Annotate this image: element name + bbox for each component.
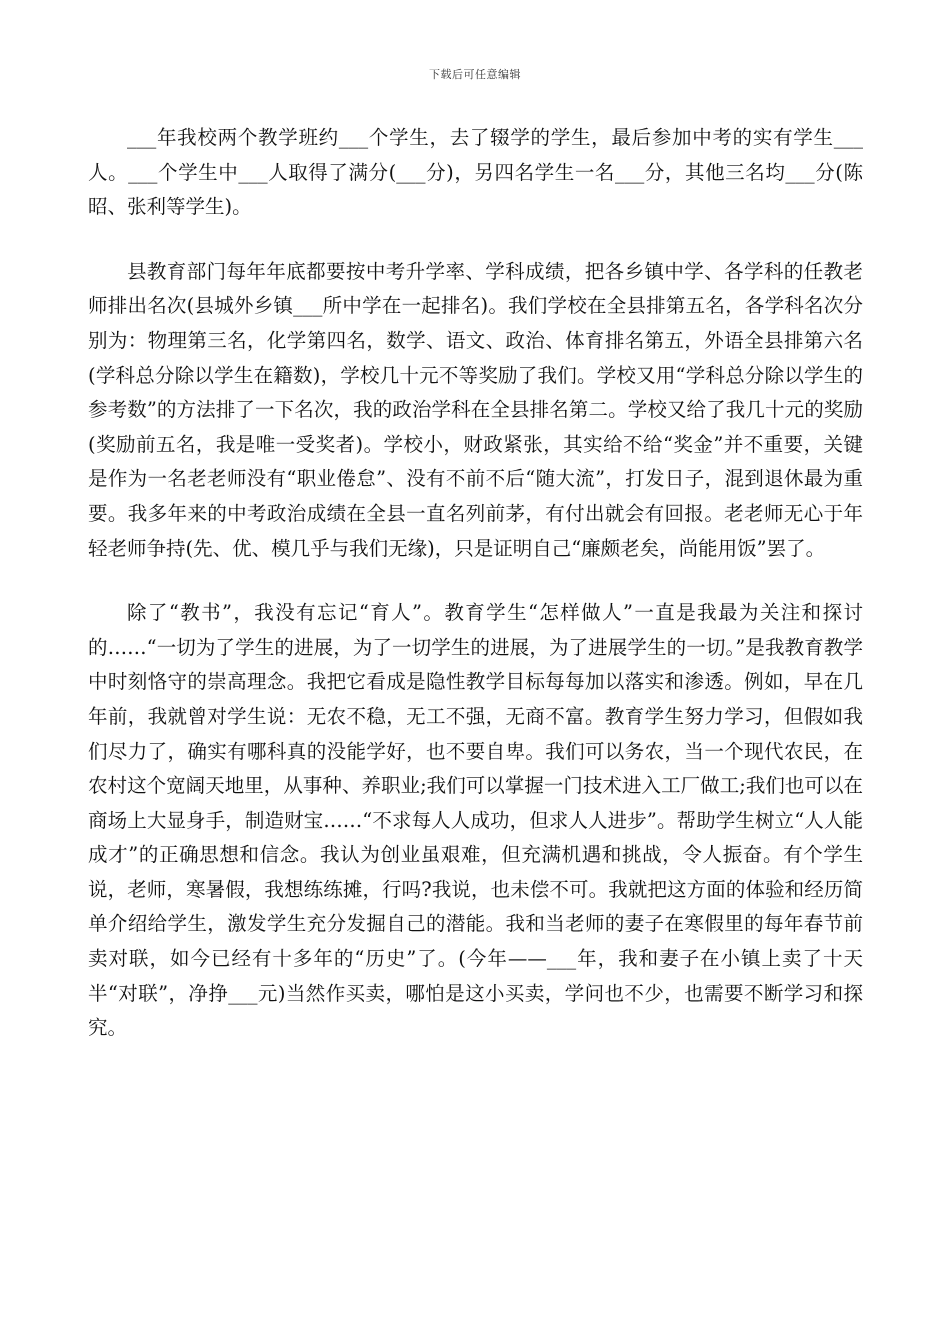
paragraph-2: 县教育部门每年年底都要按中考升学率、学科成绩，把各乡镇中学、各学科的任教老师排出名次(县城外乡镇___所中学在一起排名)。我们学校在全县排第五名，各学科名次分别为：物理第三名，化学第四名，数学、语文、政治、体育排名第五，外语全县排第六名(学科总分除以学生在籍数)，学校几十元不等奖励了我们。学校又用“学科总分除以学生的参考数”的方法排了一下名次，我的政治学科在全县排名第二。学校又给了我几十元的奖励(奖励前五名，我是唯一受奖者)。学校小，财政紧张，其实给不给“奖金”并不重要，关键是作为一名老老师没有“职业倦怠”、没有不前不后“随大流”，打发日子，混到退休最为重要。我多年来的中考政治成绩在全县一直名列前茅，有付出就会有回报。老老师无心于年轻老师争持(先、优、模几乎与我们无缘)，只是证明自己“廉颇老矣，尚能用饭”罢了。: [88, 259, 863, 560]
paragraph-3: 除了“教书”，我没有忘记“育人”。教育学生“怎样做人”一直是我最为关注和探讨的……“一切为了学生的进展，为了一切学生的进展，为了进展学生的一切。”是我教育教学中时刻恪守的崇高理念。我把它看成是隐性教学目标每每加以落实和渗透。例如，早在几年前，我就曾对学生说：无农不稳，无工不强，无商不富。教育学生努力学习，但假如我们尽力了，确实有哪科真的没能学好，也不要自卑。我们可以务农，当一个现代农民，在农村这个宽阔天地里，从事种、养职业;我们可以掌握一门技术进入工厂做工;我们也可以在商场上大显身手，制造财宝……“不求每人人成功，但求人人进步”。帮助学生树立“人人能成才”的正确思想和信念。我认为创业虽艰难，但充满机遇和挑战，令人振奋。有个学生说，老师，寒暑假，我想练练摊，行吗?我说，也未偿不可。我就把这方面的体验和经历简单介绍给学生，激发学生充分发掘自己的潜能。我和当老师的妻子在寒假里的每年春节前卖对联，如今已经有十多年的“历史”了。(今年——___年，我和妻子在小镇上卖了十天半“对联”，净挣___元)当然作买卖，哪怕是这小买卖，学问也不少，也需要不断学习和探究。: [88, 601, 863, 1040]
paragraph-1: ___年我校两个教学班约___个学生，去了辍学的学生，最后参加中考的实有学生___人。___个学生中___人取得了满分(___分)，另四名学生一名___分，其他三名均___分(陈昭、张利等学生)。: [88, 126, 863, 219]
document-body: [88, 121, 863, 1076]
page-header: 下载后可任意编辑: [429, 68, 521, 81]
